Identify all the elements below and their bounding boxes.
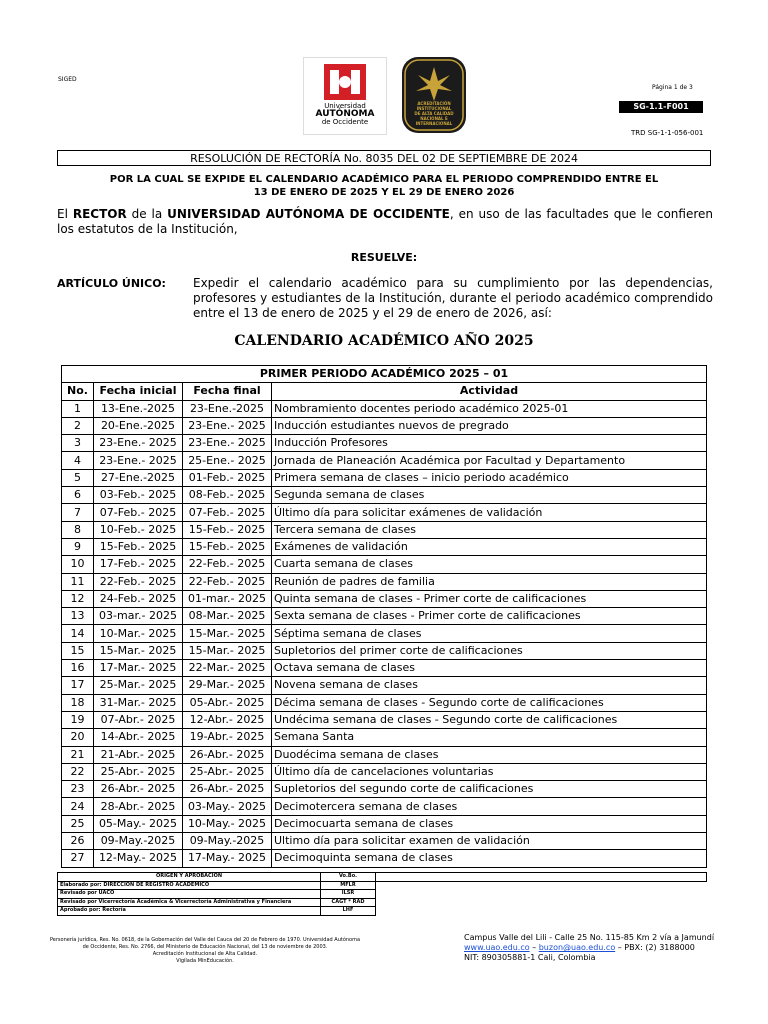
row-number: 6 (62, 487, 94, 504)
row-start-date: 03-Feb.- 2025 (94, 487, 183, 504)
resolution-subtitle (57, 173, 711, 199)
origin-role: Aprobado por: Rectoría (58, 907, 321, 916)
resuelve-heading: RESUELVE: (350, 251, 418, 264)
row-end-date: 05-Abr.- 2025 (183, 694, 272, 711)
row-activity: Decimotercera semana de clases (272, 798, 707, 815)
row-start-date: 10-Mar.- 2025 (94, 625, 183, 642)
row-start-date: 03-mar.- 2025 (94, 608, 183, 625)
row-activity: Semana Santa (272, 729, 707, 746)
article-label: ARTÍCULO ÚNICO: (57, 277, 166, 290)
header-activity: Actividad (272, 383, 707, 400)
calendar-table (61, 365, 707, 868)
table-row (62, 556, 707, 573)
row-activity: Quinta semana de clases - Primer corte de calificaciones (272, 590, 707, 607)
legal-line-3: Acreditación Institucional de Alta Calidad. (152, 951, 258, 957)
row-number: 20 (62, 729, 94, 746)
page-number: Página 1 de 3 (652, 84, 693, 91)
document-code: SG-1.1-F001 (619, 101, 703, 113)
contact-footer (464, 933, 714, 963)
row-end-date: 26-Abr.- 2025 (183, 781, 272, 798)
seal-line-1: ACREDITACIÓN (417, 101, 451, 106)
university-logo (303, 57, 387, 135)
intro-p2: de la (126, 207, 168, 221)
seal-line-2: INSTITUCIONAL (416, 106, 452, 111)
header-start-date: Fecha inicial (94, 383, 183, 400)
legal-footer (45, 937, 365, 965)
table-row (62, 642, 707, 659)
table-row (62, 573, 707, 590)
contact-sep: – (529, 943, 539, 952)
row-start-date: 10-Feb.- 2025 (94, 521, 183, 538)
table-row (62, 435, 707, 452)
row-number: 15 (62, 642, 94, 659)
row-end-date: 22-Feb.- 2025 (183, 556, 272, 573)
row-start-date: 23-Ene.- 2025 (94, 452, 183, 469)
campus-address: Campus Valle del Lili - Calle 25 No. 115-85 Km 2 vía a Jamundí (464, 933, 715, 942)
row-end-date: 07-Feb.- 2025 (183, 504, 272, 521)
row-end-date: 01-Feb.- 2025 (183, 469, 272, 486)
row-start-date: 23-Ene.- 2025 (94, 435, 183, 452)
row-end-date: 19-Abr.- 2025 (183, 729, 272, 746)
table-header-row (62, 383, 707, 400)
row-start-date: 21-Abr.- 2025 (94, 746, 183, 763)
row-start-date: 20-Ene.-2025 (94, 417, 183, 434)
table-row (62, 711, 707, 728)
row-activity: Reunión de padres de familia (272, 573, 707, 590)
origin-row (58, 881, 707, 890)
origin-initials: CAGT * RAD (321, 898, 376, 907)
row-start-date: 14-Abr.- 2025 (94, 729, 183, 746)
row-end-date: 22-Mar.- 2025 (183, 660, 272, 677)
intro-univ: UNIVERSIDAD AUTÓNOMA DE OCCIDENTE (167, 207, 450, 221)
intro-paragraph (57, 207, 713, 237)
origin-header-row (58, 873, 707, 882)
intro-rector: RECTOR (72, 207, 127, 221)
row-end-date: 15-Feb.- 2025 (183, 538, 272, 555)
table-row (62, 538, 707, 555)
row-end-date: 25-Ene.- 2025 (183, 452, 272, 469)
subtitle-line-1: POR LA CUAL SE EXPIDE EL CALENDARIO ACADÉMICO PARA EL PERIODO COMPRENDIDO ENTRE EL (109, 174, 659, 185)
origin-header: ORIGEN Y APROBACIÓN (58, 873, 321, 882)
table-row (62, 487, 707, 504)
table-row (62, 452, 707, 469)
siged-label: SIGED (58, 76, 77, 83)
row-end-date: 15-Feb.- 2025 (183, 521, 272, 538)
row-end-date: 25-Abr.- 2025 (183, 763, 272, 780)
pbx-number: – PBX: (2) 3188000 (615, 943, 695, 952)
row-number: 2 (62, 417, 94, 434)
row-number: 21 (62, 746, 94, 763)
row-number: 8 (62, 521, 94, 538)
row-number: 24 (62, 798, 94, 815)
row-end-date: 29-Mar.- 2025 (183, 677, 272, 694)
row-start-date: 12-May.- 2025 (94, 850, 183, 867)
origin-body (58, 881, 707, 915)
origin-initials: LHF (321, 907, 376, 916)
row-start-date: 15-Feb.- 2025 (94, 538, 183, 555)
row-activity: Último día de cancelaciones voluntarias (272, 763, 707, 780)
row-start-date: 17-Feb.- 2025 (94, 556, 183, 573)
row-number: 26 (62, 833, 94, 850)
row-activity: Tercera semana de clases (272, 521, 707, 538)
row-activity: Ultimo día para solicitar examen de validación (272, 833, 707, 850)
row-number: 4 (62, 452, 94, 469)
origin-initials: MFLR (321, 881, 376, 890)
row-start-date: 25-Mar.- 2025 (94, 677, 183, 694)
row-activity: Inducción estudiantes nuevos de pregrado (272, 417, 707, 434)
row-end-date: 22-Feb.- 2025 (183, 573, 272, 590)
table-row (62, 763, 707, 780)
row-start-date: 13-Ene.-2025 (94, 400, 183, 417)
origin-role: Elaborado por: DIRECCIÓN DE REGISTRO ACADÉMICO (58, 881, 321, 890)
row-activity: Segunda semana de clases (272, 487, 707, 504)
resolution-title: RESOLUCIÓN DE RECTORÍA No. 8035 DEL 02 DE SEPTIEMBRE DE 2024 (57, 150, 711, 166)
row-number: 13 (62, 608, 94, 625)
origin-vobo-header: Vo.Bo. (321, 873, 376, 882)
table-row (62, 746, 707, 763)
row-number: 5 (62, 469, 94, 486)
table-row (62, 694, 707, 711)
row-start-date: 27-Ene.-2025 (94, 469, 183, 486)
row-start-date: 31-Mar.- 2025 (94, 694, 183, 711)
row-number: 18 (62, 694, 94, 711)
row-number: 12 (62, 590, 94, 607)
row-activity: Exámenes de validación (272, 538, 707, 555)
row-end-date: 09-May.-2025 (183, 833, 272, 850)
table-row (62, 417, 707, 434)
row-number: 23 (62, 781, 94, 798)
trd-code: TRD SG-1-1-056-001 (631, 129, 704, 137)
row-activity: Undécima semana de clases - Segundo corte de calificaciones (272, 711, 707, 728)
row-start-date: 15-Mar.- 2025 (94, 642, 183, 659)
intro-p1: El (57, 207, 73, 221)
subtitle-line-2: 13 DE ENERO DE 2025 Y EL 29 DE ENERO 2026 (253, 187, 515, 198)
table-row (62, 660, 707, 677)
accreditation-seal (402, 57, 466, 133)
row-number: 14 (62, 625, 94, 642)
row-number: 27 (62, 850, 94, 867)
row-end-date: 17-May.- 2025 (183, 850, 272, 867)
row-activity: Octava semana de clases (272, 660, 707, 677)
row-end-date: 08-Mar.- 2025 (183, 608, 272, 625)
calendar-title: CALENDARIO ACADÉMICO AÑO 2025 (234, 333, 534, 349)
article-text: Expedir el calendario académico para su cumplimiento por las dependencias, profesores y estudiantes de la Institución, durante el periodo académico comprendido entre el 13 de enero de 2025 y el 29 de enero de 2026, así: (193, 276, 713, 320)
row-number: 22 (62, 763, 94, 780)
row-end-date: 10-May.- 2025 (183, 815, 272, 832)
table-row (62, 521, 707, 538)
origin-row (58, 890, 707, 899)
row-activity: Último día para solicitar exámenes de validación (272, 504, 707, 521)
row-number: 11 (62, 573, 94, 590)
row-start-date: 07-Feb.- 2025 (94, 504, 183, 521)
row-activity: Jornada de Planeación Académica por Facultad y Departamento (272, 452, 707, 469)
row-number: 25 (62, 815, 94, 832)
row-end-date: 23-Ene.- 2025 (183, 417, 272, 434)
row-start-date: 05-May.- 2025 (94, 815, 183, 832)
legal-line-4: Vigilada MinEducación. (176, 958, 234, 964)
legal-line-2: de Occidente, Res. No. 2766, del Ministerio de Educación Nacional, del 13 de noviembre de 2003. (82, 944, 328, 950)
legal-line-1: Personería jurídica, Res. No. 0618, de la Gobernación del Valle del Cauca del 20 de Febrero de 1970. Universidad Autónoma (49, 937, 361, 943)
row-activity: Cuarta semana de clases (272, 556, 707, 573)
origin-role: Revisado por UACO (58, 890, 321, 899)
row-activity: Decimocuarta semana de clases (272, 815, 707, 832)
row-end-date: 15-Mar.- 2025 (183, 642, 272, 659)
row-activity: Decimoquinta semana de clases (272, 850, 707, 867)
table-row (62, 625, 707, 642)
seal-line-3: DE ALTA CALIDAD (414, 111, 454, 116)
website-link[interactable]: www.uao.edu.co (464, 943, 530, 952)
row-number: 1 (62, 400, 94, 417)
row-end-date: 26-Abr.- 2025 (183, 746, 272, 763)
origin-row (58, 907, 707, 916)
table-row (62, 729, 707, 746)
row-number: 19 (62, 711, 94, 728)
nit-line: NIT: 890305881-1 Cali, Colombia (464, 953, 596, 962)
row-end-date: 23-Ene.- 2025 (183, 435, 272, 452)
seal-line-5: INTERNACIONAL (415, 121, 453, 126)
row-end-date: 01-mar.- 2025 (183, 590, 272, 607)
table-row (62, 815, 707, 832)
row-number: 3 (62, 435, 94, 452)
row-activity: Nombramiento docentes periodo académico 2025-01 (272, 400, 707, 417)
row-number: 9 (62, 538, 94, 555)
row-start-date: 28-Abr.- 2025 (94, 798, 183, 815)
table-row (62, 504, 707, 521)
table-row (62, 781, 707, 798)
intro-p3: , en uso de las facultades que le confieren los estatutos de la Institución, (57, 207, 714, 236)
row-start-date: 26-Abr.- 2025 (94, 781, 183, 798)
row-end-date: 08-Feb.- 2025 (183, 487, 272, 504)
calendar-body (62, 400, 707, 867)
table-row (62, 400, 707, 417)
table-row (62, 850, 707, 867)
origin-table (57, 872, 707, 916)
row-start-date: 09-May.-2025 (94, 833, 183, 850)
logo-line-2: AUTÓNOMA (315, 109, 375, 119)
row-end-date: 23-Ene.-2025 (183, 400, 272, 417)
row-number: 7 (62, 504, 94, 521)
origin-role: Revisado por Vicerrectoría Académica & Vicerrectoría Administrativa y Financiera (58, 898, 321, 907)
row-activity: Supletorios del segundo corte de calificaciones (272, 781, 707, 798)
row-number: 17 (62, 677, 94, 694)
table-row (62, 798, 707, 815)
logo-line-1: Universidad (324, 102, 366, 110)
table-row (62, 590, 707, 607)
logo-line-3: de Occidente (321, 118, 369, 126)
row-activity: Supletorios del primer corte de calificaciones (272, 642, 707, 659)
period-title-row (62, 366, 707, 383)
row-number: 10 (62, 556, 94, 573)
origin-row (58, 898, 707, 907)
row-activity: Primera semana de clases – inicio periodo académico (272, 469, 707, 486)
origin-initials: ILSR (321, 890, 376, 899)
period-title: PRIMER PERIODO ACADÉMICO 2025 – 01 (62, 366, 707, 383)
table-row (62, 469, 707, 486)
row-end-date: 15-Mar.- 2025 (183, 625, 272, 642)
origin-blank (376, 873, 707, 882)
row-end-date: 03-May.- 2025 (183, 798, 272, 815)
row-start-date: 24-Feb.- 2025 (94, 590, 183, 607)
row-number: 16 (62, 660, 94, 677)
row-activity: Sexta semana de clases - Primer corte de calificaciones (272, 608, 707, 625)
contact-line (464, 943, 714, 953)
row-activity: Décima semana de clases - Segundo corte de calificaciones (272, 694, 707, 711)
row-start-date: 17-Mar.- 2025 (94, 660, 183, 677)
table-row (62, 608, 707, 625)
row-start-date: 22-Feb.- 2025 (94, 573, 183, 590)
row-activity: Inducción Profesores (272, 435, 707, 452)
table-row (62, 677, 707, 694)
row-activity: Duodécima semana de clases (272, 746, 707, 763)
row-activity: Séptima semana de clases (272, 625, 707, 642)
row-start-date: 25-Abr.- 2025 (94, 763, 183, 780)
email-link[interactable]: buzon@uao.edu.co (538, 943, 616, 952)
header-end-date: Fecha final (183, 383, 272, 400)
header-no: No. (62, 383, 94, 400)
table-row (62, 833, 707, 850)
row-end-date: 12-Abr.- 2025 (183, 711, 272, 728)
seal-line-4: NACIONAL E (420, 116, 448, 121)
row-start-date: 07-Abr.- 2025 (94, 711, 183, 728)
row-activity: Novena semana de clases (272, 677, 707, 694)
